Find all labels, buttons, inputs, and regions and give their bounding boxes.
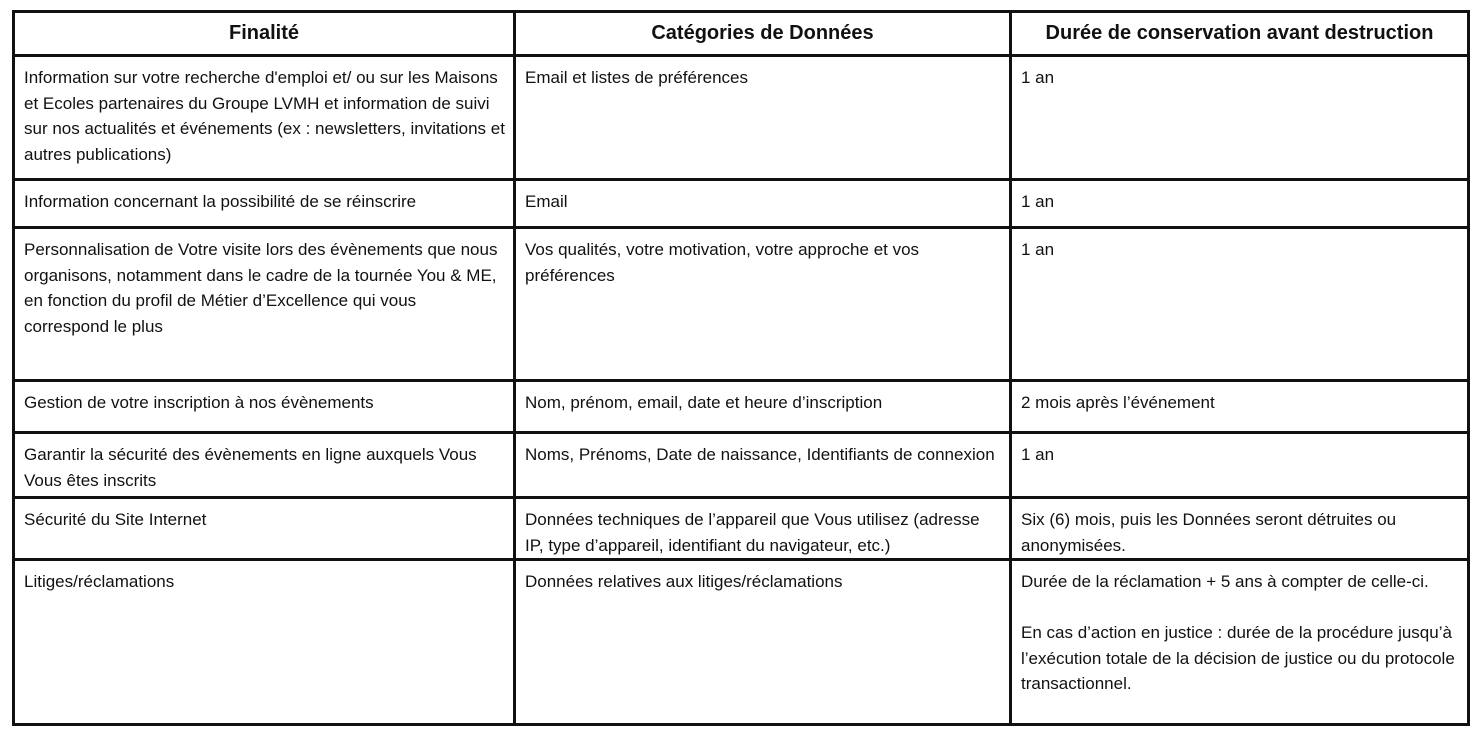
table-row <box>14 498 1469 560</box>
retention-cell: 1 an <box>1011 433 1469 498</box>
retention-cell: Six (6) mois, puis les Données seront détruites ou anonymisées. <box>1011 498 1469 560</box>
purpose-cell: Personnalisation de Votre visite lors des évènements que nous organisons, notamment dans le cadre de la tournée You & ME, en fonction du profil de Métier d’Excellence qui vous correspond le plus <box>14 228 515 381</box>
retention-cell: 1 an <box>1011 180 1469 228</box>
data-categories-cell: Données techniques de l’appareil que Vous utilisez (adresse IP, type d’appareil, identifiant du navigateur, etc.) <box>515 498 1011 560</box>
purpose-cell: Litiges/réclamations <box>14 560 515 725</box>
data-categories-cell: Noms, Prénoms, Date de naissance, Identifiants de connexion <box>515 433 1011 498</box>
data-categories-cell: Nom, prénom, email, date et heure d’inscription <box>515 381 1011 433</box>
table-row <box>14 180 1469 228</box>
data-categories-cell: Email et listes de préférences <box>515 56 1011 180</box>
retention-legal-text: En cas d’action en justice : durée de la procédure jusqu’à l’exécution totale de la décision de justice ou du protocole transactionnel. <box>1021 623 1455 693</box>
retention-cell: 2 mois après l’événement <box>1011 381 1469 433</box>
table-row <box>14 381 1469 433</box>
purpose-cell: Garantir la sécurité des évènements en ligne auxquels Vous Vous êtes inscrits <box>14 433 515 498</box>
table-header-row <box>14 12 1469 56</box>
header-retention: Durée de conservation avant destruction <box>1011 12 1469 56</box>
retention-cell <box>1011 560 1469 725</box>
data-categories-cell: Données relatives aux litiges/réclamations <box>515 560 1011 725</box>
paragraph-gap <box>1021 595 1459 621</box>
table-row <box>14 228 1469 381</box>
purpose-cell: Information concernant la possibilité de se réinscrire <box>14 180 515 228</box>
table-row <box>14 560 1469 725</box>
data-categories-cell: Vos qualités, votre motivation, votre approche et vos préférences <box>515 228 1011 381</box>
retention-cell: 1 an <box>1011 228 1469 381</box>
table-row <box>14 433 1469 498</box>
header-purpose: Finalité <box>14 12 515 56</box>
table-row <box>14 56 1469 180</box>
purpose-cell: Information sur votre recherche d'emploi et/ ou sur les Maisons et Ecoles partenaires du Groupe LVMH et information de suivi sur nos actualités et événements (ex : newsletters, invitations et autres publications) <box>14 56 515 180</box>
purpose-cell: Gestion de votre inscription à nos évènements <box>14 381 515 433</box>
purpose-cell: Sécurité du Site Internet <box>14 498 515 560</box>
retention-table <box>12 10 1470 726</box>
retention-cell: 1 an <box>1011 56 1469 180</box>
retention-text: Durée de la réclamation + 5 ans à compter de celle-ci. <box>1021 572 1429 591</box>
data-categories-cell: Email <box>515 180 1011 228</box>
header-data-categories: Catégories de Données <box>515 12 1011 56</box>
